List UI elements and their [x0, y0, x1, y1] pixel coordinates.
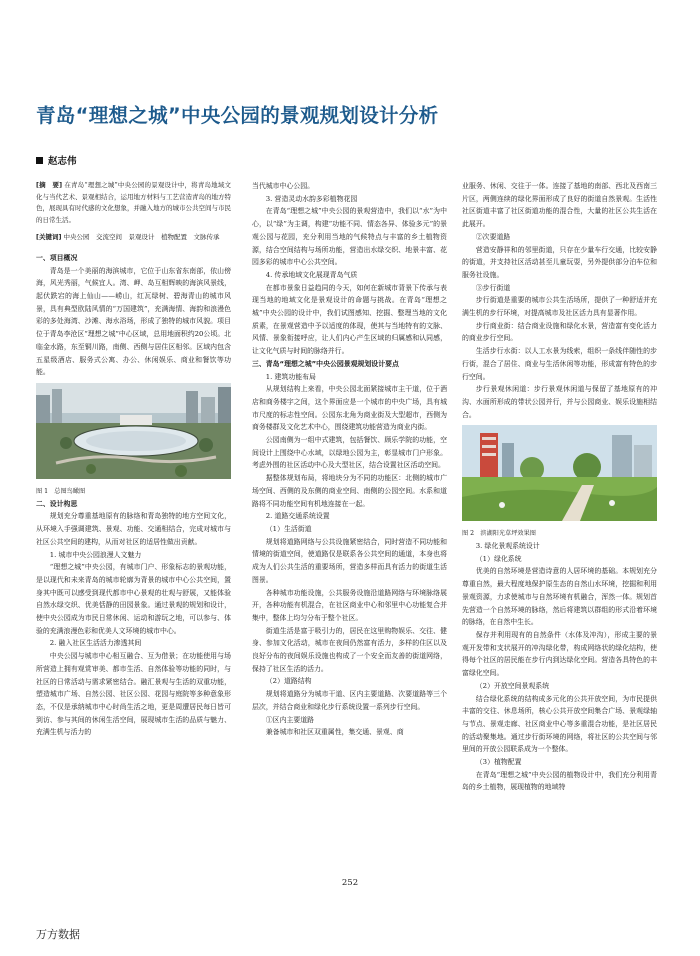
- paragraph: 当代城市中心公园。: [252, 182, 315, 190]
- paragraph: 青岛是一个美丽的海滨城市，它位于山东省东南部，依山傍海，风光秀丽，气候宜人。湾、岬、岛互相辉映的海滨风景线，起伏跌宕的海上仙山——崂山，红瓦绿树、碧海青山的城市风景，具有典型欧陆风情的“万国建筑”，充满海情、海韵和浪漫色彩的多处海湾、沙滩、海水浴场，形成了独特的城市风貌。项目位于青岛李沧区“理想之城”中心区域，总用地面积约20公顷。北临金水路，东至铜川路，南侧、西侧与居住区相邻。区域内包含五星级酒店、服务式公寓、办公、休闲娱乐、商业和餐饮等功能。: [36, 266, 231, 377]
- paragraph: 保存并利用现有的自然条件（水体及冲沟），形成主要的景观开发带和支状展开的冲沟绿化带，构成网络状的绿化结构，使得每个社区的居民能在步行内到达绿化空间。营造各具特色的丰富绿化空间。: [462, 630, 657, 678]
- subheading: （2）道路结构: [265, 677, 312, 686]
- paragraph: 公园南侧为一组中式建筑，包括餐饮、顾乐学院的功能，空间设计上围绕中心水域，以绿地公园为主，彰显城市门户形象。考虑外围的社区活动中心及大型社区，结合设置社区活动空间。: [252, 436, 447, 470]
- abstract: [36, 180, 231, 226]
- paragraph: 规划充分尊重基地原有的脉络和青岛独特的地方空间文化，从环境入手强调建筑、景观、功能、交通相结合，完成对城市与社区公共空间的建构，从而对社区的适居性做出贡献。: [36, 512, 231, 546]
- subheading: （3）植物配置: [475, 758, 522, 767]
- column-1: [36, 180, 231, 870]
- figure-1-caption: 图 1 总图鸟瞰图: [36, 487, 86, 495]
- figure-2-caption: 图 2 滨湖阳光草坪效果图: [462, 530, 536, 538]
- article-title: 青岛“理想之城”中央公园的景观规划设计分析: [36, 104, 439, 127]
- subheading: 2. 道路交通系统设置: [265, 512, 330, 521]
- figure-2-lakeside-lawn: [462, 425, 657, 521]
- column-3: [462, 180, 657, 870]
- subheading: ①区内主要道路: [265, 715, 315, 724]
- paragraph: 步行街道是重要的城市公共生活场所，提供了一种舒适并充满生机的步行环境，对提高城市及社区活力具有显著作用。: [462, 296, 657, 318]
- paragraph: 从规划结构上来看，中央公园北面紧接城市主干道，位于酒店和商务楼宇之间，这个界面应是一个城市的中央广场，具有城市尺度的标志性空间。公园东北角为商业街及大型超市，西侧为商务楼群及文化艺术中心，围绕建筑功能营造为商业内街。: [252, 385, 447, 432]
- author-name: 赵志伟: [48, 156, 77, 167]
- subheading: （2）开放空间景观系统: [475, 681, 550, 690]
- paragraph: 规划将道路分为城市干道、区内主要道路、次要道路等三个层次，并结合商业和绿化步行系统设置一系列步行空间。: [252, 690, 447, 711]
- section-heading-2: 二、设计构思: [36, 499, 78, 508]
- paragraph: 营造安静祥和的邻里街道，只存在少量车行交通，比较安静的街道，并支持社区活动甚至儿童玩耍，另外提供部分泊车位和服务社设施。: [462, 245, 657, 279]
- subheading: 3. 营造灵动水韵多彩植物花园: [265, 194, 358, 203]
- paragraph: 据整体规划布局，将地块分为不同的功能区：北侧的城市广场空间、西侧的及东侧的商业空间、南侧的公园空间。水系和道路将不同功能空间有机地连接在一起。: [252, 474, 447, 508]
- paragraph: 各种城市功能设施，公共服务设施沿道路网络与环境脉络展开，各种功能有机混合，在社区商业中心和邻里中心功能复合并集中，整体上均匀分布于整个社区。: [252, 588, 447, 622]
- section-heading-1: 一、项目概况: [36, 253, 78, 262]
- paragraph: 生活步行水街：以人工水景为线索，组织一条线伴随性的步行街，混合了居住、商业与生活休闲等功能，形成富有特色的步行空间。: [462, 347, 657, 381]
- paragraph: 街道生活是富于吸引力的，居民在这里购物娱乐、交往、健身、参加文化活动，城市在夜间仍然富有活力，多样的住区以及良好分布的夜间娱乐设施也构成了一个安全而友善的街道网络，保持了社区生活的活力。: [252, 626, 447, 673]
- footer-brand: 万方数据: [36, 928, 80, 941]
- abstract-text: 在青岛“理想之城”中央公园的景观设计中，将青岛地域文化与当代艺术、景观相结合，运用地方材料与工艺营造青岛的地方特色，展现具有时代感的文化想象，并融入地方的城市公共空间与市民的日常生活。: [36, 181, 231, 224]
- paragraph: 优美的自然环境是营造诗意的人居环境的基础。本规划充分尊重自然，最大程度地保护原生态的自然山水环境，挖掘和利用景观资源，力求使城市与自然环境有机融合，浑然一体。规划首先营造一个自然环境的脉络，然后将建筑以群组的形式沿着环境的脉络，在自然中生长。: [462, 567, 657, 627]
- paragraph: “理想之城”中央公园，有城市门户、形象标志的景观功能，是以现代和未来青岛的城市轮廓为背景的城市中心公共空间，置身其中既可以感受到现代都市中心景观的壮观与舒展，又能体验自然水绿交织、优美恬静的田园景象。通过景观的规划和设计，使中央公园成为市民日常休闲、运动和游玩之地，可以参与、体验的充满浪漫色彩和优美人文环境的城市中心。: [36, 563, 231, 635]
- paragraph: 兼备城市和社区双重属性，集交通、景观、商: [265, 728, 404, 737]
- paragraph: 规划将道路网络与公共设施紧密结合，同时营造不同功能和情境的街道空间，使道路仅是联系各公共空间的通道，本身也将成为人们公共生活的重要场所，营造多样而具有活力的街道生活图景。: [252, 537, 447, 584]
- subheading: （1）绿化系统: [475, 554, 522, 563]
- subheading: （1）生活街道: [265, 524, 312, 533]
- subheading: 2. 融入社区生活活力渗透其间: [49, 639, 142, 648]
- keywords-label: [关键词]: [36, 233, 62, 242]
- keywords: [36, 232, 231, 244]
- paragraph: 在青岛“理想之城”中央公园的植物设计中，我们充分利用青岛的乡土植物，展现植物的地域特: [462, 770, 657, 792]
- subheading: 3. 绿化景观系统设计: [475, 542, 540, 551]
- paragraph: 在都市景象日益趋同的今天，如何在新城市背景下传承与表现当地的地域文化是景观设计的命题与挑战。在青岛“理想之城”中央公园的设计中，我们试图感知、挖掘、整理当地的文化质素，在景观营造中予以适度的体现，使其与当地特有的文脉、风情、景象衔接呼应，让人们内心产生区域的归属感和认同感，让文化气质与时间的脉络并行。: [252, 283, 447, 356]
- paragraph: 步行商业街：结合商业设施和绿化水景，营造富有变化活力的商业步行空间。: [462, 321, 657, 343]
- column-2: [252, 180, 447, 870]
- subheading: 4. 传承地域文化展现青岛气质: [265, 270, 358, 279]
- paragraph: 在青岛“理想之城”中央公园的景观营造中，我们以“水”为中心，以“绿”为主调，构建“功能不同、情态各异、体验多元”的景观公园与花园，充分利用当地的气候特点与丰富的乡土植物资源，结合空间结构与场所功能，营造出水绿交织、地景丰富、花园多彩的城市中心公共空间。: [252, 207, 447, 267]
- paragraph: 步行景观休闲道：步行景观休闲道与保留了基地原有的冲沟、水面所形成的带状公园并行，并与公园商业、娱乐设施相结合。: [462, 385, 657, 419]
- figure-1-aerial-view: [36, 383, 231, 479]
- paragraph: 业服务、休闲、交往于一体。连接了基地的南部、西北及西南三片区，两侧连续的绿化界面形成了良好的街道自然景观。生活性社区街道丰富了社区街道功能的混合性，大量的社区公共生活在此展开。: [462, 182, 657, 229]
- subheading: ②次要道路: [475, 232, 511, 241]
- abstract-label: [摘 要]: [36, 181, 63, 189]
- section-heading-3: 三、青岛“理想之城”中央公园景观规划设计要点: [252, 359, 399, 368]
- subheading: ③步行街道: [475, 283, 511, 292]
- subheading: 1. 城市中央公园浪漫人文魅力: [49, 550, 142, 559]
- paragraph: 结合绿化系统的结构成多元化的公共开放空间，为市民提供丰富的交往、休息场所，核心公共开放空间集合广场、景观绿轴与节点、景观走廊、社区商业中心等多重混合功能，是社区居民的活动聚集地。通过步行街环境的网络，将社区的公共空间与邻里间的开放公园联系成为一个整体。: [462, 694, 657, 754]
- keywords-text: 中央公园 交流空间 景观设计 植物配置 文脉传承: [63, 233, 220, 242]
- subheading: 1. 建筑功能布局: [265, 372, 316, 381]
- page-number: 252: [341, 878, 359, 888]
- paragraph: 中央公园与城市中心相互融合、互为借景；在功能使用与场所营造上拥有观赏审美、都市生活、自然体验等功能的同时，与社区的日常活动与需求紧密结合。融汇景观与生活的双重功能，塑造城市广场、自然公园、社区公园、花园与庭院等多种意象形态，不仅是承纳城市中心时尚生活之地，更是周遭居民每日皆可到访、参与其间的休闲生活空间，展现城市生活的品质与魅力、充满生机与活力的: [36, 652, 231, 737]
- author-line: [36, 153, 77, 167]
- author-square-icon: [36, 157, 43, 164]
